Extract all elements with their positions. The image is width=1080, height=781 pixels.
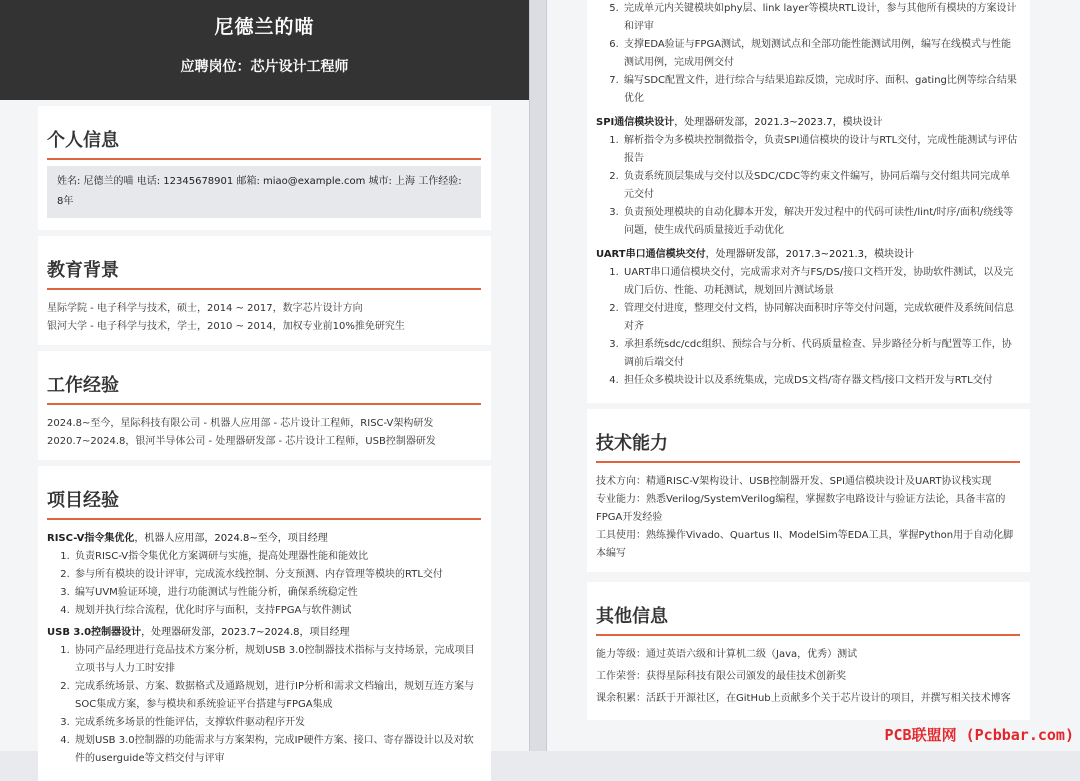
project-heading — [47, 530, 481, 548]
project-task: 3. 完成系统多场景的性能评估，支撑软件驱动程序开发 — [73, 714, 481, 732]
resume-page-1 — [0, 0, 530, 764]
project-task-list — [47, 642, 481, 768]
project-meta: ，处理器研发部，2021.3~2023.7，模块设计 — [674, 117, 883, 128]
personal-info-line: 姓名: 尼德兰的喵 电话: 12345678901 邮箱: miao@example.com 城市: 上海 工作经验: 8年 — [47, 166, 481, 218]
section-title-other: 其他信息 — [596, 582, 1020, 636]
project-name: USB 3.0控制器设计 — [47, 627, 142, 638]
page-gap — [530, 0, 546, 751]
education-item: 银河大学 - 电子科学与技术，学士，2010 ~ 2014，加权专业前10%推免研究生 — [47, 321, 405, 332]
project-task: 1. UART串口通信模块交付，完成需求对齐与FS/DS/接口文档开发，协助软件测试，以及完成门后仿、性能、功耗测试，规划回片测试场景 — [622, 264, 1020, 300]
project-task: 1. 解析指令为多模块控制微指令，负责SPI通信模块的设计与RTL交付，完成性能测试与评估报告 — [622, 132, 1020, 168]
watermark-logo: PCB联盟网 (Pcbbar.com) — [884, 726, 1074, 744]
project-task: 3. 编写UVM验证环境，进行功能测试与性能分析，确保系统稳定性 — [73, 584, 481, 602]
project-meta: ，机器人应用部，2024.8~至今，项目经理 — [134, 533, 328, 544]
target-role: 应聘岗位：芯片设计工程师 — [180, 59, 349, 75]
project-task: 2. 管理交付进度，整理交付文档，协同解决面积时序等交付问题，完成软硬件及系统间信息对齐 — [622, 300, 1020, 336]
education-section — [38, 236, 491, 345]
other-item: 工作荣誉：获得星际科技有限公司颁发的最佳技术创新奖 — [596, 671, 846, 682]
section-title-work: 工作经验 — [47, 351, 481, 405]
project-task: 5. 完成单元内关键模块如phy层、link layer等模块RTL设计，参与其他所有模块的方案设计和评审 — [622, 0, 1020, 36]
education-item: 星际学院 - 电子科学与技术，硕士，2014 ~ 2017，数字芯片设计方向 — [47, 303, 363, 314]
project-heading — [596, 246, 1020, 264]
project-name: UART串口通信模块交付 — [596, 249, 706, 260]
project-task: 1. 协同产品经理进行竞品技术方案分析，规划USB 3.0控制器技术指标与支持场景，完成项目立项书与人力工时安排 — [73, 642, 481, 678]
project-task: 7. 编写SDC配置文件，进行综合与结果追踪反馈，完成时序、面积、gating比例等综合结果优化 — [622, 72, 1020, 108]
work-item: 2020.7~2024.8，银河半导体公司 - 处理器研发部 - 芯片设计工程师，USB控制器研发 — [47, 436, 436, 447]
section-title-education: 教育背景 — [47, 236, 481, 290]
resume-header — [0, 0, 529, 100]
project-task: 1. 负责RISC-V指令集优化方案调研与实施，提高处理器性能和能效比 — [73, 548, 481, 566]
section-title-projects: 项目经验 — [47, 466, 481, 520]
project-task: 2. 负责系统顶层集成与交付以及SDC/CDC等约束文件编写，协同后端与交付组共同完成单元交付 — [622, 168, 1020, 204]
project-heading — [596, 114, 1020, 132]
project-meta: ，处理器研发部，2023.7~2024.8，项目经理 — [141, 627, 350, 638]
projects-section — [38, 466, 491, 781]
project-task-list — [596, 264, 1020, 390]
other-item: 能力等级：通过英语六级和计算机二级（Java，优秀）测试 — [596, 649, 858, 660]
project-heading — [47, 624, 481, 642]
section-title-skills: 技术能力 — [596, 409, 1020, 463]
work-section — [38, 351, 491, 460]
skill-item: 工具使用：熟练操作Vivado、Quartus II、ModelSim等EDA工具，掌握Python用于自动化脚本编写 — [596, 530, 1014, 559]
project-task: 3. 负责预处理模块的自动化脚本开发，解决开发过程中的代码可读性/lint/时序/面积/绕线等问题，使生成代码质量接近手动优化 — [622, 204, 1020, 240]
skills-section — [587, 409, 1030, 572]
other-item: 课余积累：活跃于开源社区，在GitHub上贡献多个关于芯片设计的项目，并撰写相关技术博客 — [596, 693, 1011, 704]
project-task: 4. 规划并执行综合流程，优化时序与面积，支持FPGA与软件测试 — [73, 602, 481, 620]
work-item: 2024.8~至今，星际科技有限公司 - 机器人应用部 - 芯片设计工程师，RISC-V架构研发 — [47, 418, 434, 429]
skill-item: 技术方向：精通RISC-V架构设计、USB控制器开发、SPI通信模块设计及UART协议栈实现 — [596, 476, 992, 487]
resume-page-2 — [546, 0, 1080, 751]
project-task-list — [596, 132, 1020, 240]
projects-continued — [587, 0, 1030, 403]
project-name: SPI通信模块设计 — [596, 117, 675, 128]
section-title-personal: 个人信息 — [47, 106, 481, 160]
project-task: 2. 参与所有模块的设计评审，完成流水线控制、分支预测、内存管理等模块的RTL交付 — [73, 566, 481, 584]
project-task-list — [47, 548, 481, 620]
personal-info-section — [38, 106, 491, 230]
project-task: 4. 担任众多模块设计以及系统集成，完成DS文档/寄存器文档/接口文档开发与RTL交付 — [622, 372, 1020, 390]
project-task: 6. 支撑EDA验证与FPGA测试，规划测试点和全部功能性能测试用例，编写在线模式与性能测试用例，完成用例交付 — [622, 36, 1020, 72]
candidate-name: 尼德兰的喵 — [214, 16, 315, 38]
skill-item: 专业能力：熟悉Verilog/SystemVerilog编程，掌握数字电路设计与验证方法论，具备丰富的FPGA开发经验 — [596, 494, 1006, 523]
project-task: 4. 规划USB 3.0控制器的功能需求与方案架构，完成IP硬件方案、接口、寄存器设计以及对软件的userguide等文档交付与评审 — [73, 732, 481, 768]
project-task: 2. 完成系统场景、方案、数据格式及通路规划，进行IP分析和需求文档输出，规划互连方案与SOC集成方案，参与模块和系统验证平台搭建与FPGA集成 — [73, 678, 481, 714]
project-name: RISC-V指令集优化 — [47, 533, 135, 544]
other-section — [587, 582, 1030, 720]
project-task: 3. 承担系统sdc/cdc组织、预综合与分析、代码质量检查、异步路径分析与配置等工作，协调前后端交付 — [622, 336, 1020, 372]
project-meta: ，处理器研发部，2017.3~2021.3，模块设计 — [705, 249, 914, 260]
project-task-list — [596, 0, 1020, 108]
